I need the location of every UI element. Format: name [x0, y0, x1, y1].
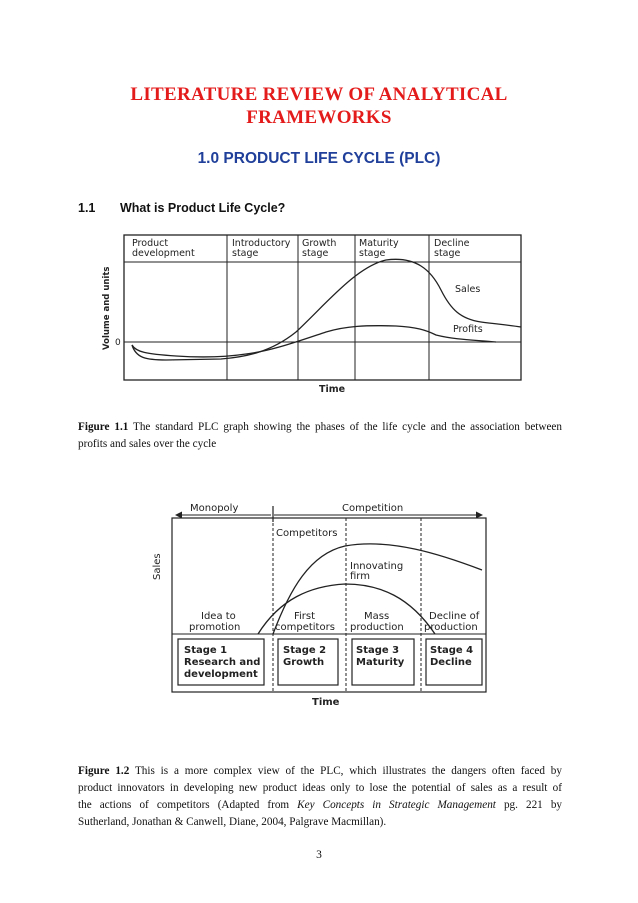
innovating-label: firm: [350, 571, 370, 582]
caption-label: Figure 1.2: [78, 765, 130, 777]
stage-box-label: development: [184, 669, 258, 680]
stage-label: Product: [132, 238, 169, 249]
monopoly-label: Monopoly: [190, 503, 239, 514]
stage-box-label: Research and: [184, 657, 261, 668]
stage-box-label: Stage 3: [356, 645, 400, 656]
stage-label: Growth: [302, 238, 337, 249]
phase-label: production: [350, 622, 404, 633]
sales-label: Sales: [455, 284, 481, 295]
book-title: Key Concepts in Strategic Management: [297, 799, 496, 811]
innovating-label: Innovating: [350, 561, 404, 572]
page-number: 3: [316, 849, 322, 861]
caption-label: Figure 1.1: [78, 421, 129, 433]
stage-label: stage: [232, 248, 259, 259]
caption-text: profits and sales over the cycle: [78, 438, 217, 450]
chapter-heading: 1.0 PRODUCT LIFE CYCLE (PLC): [197, 150, 441, 167]
figure-2-caption: [78, 763, 562, 831]
stage-label: stage: [359, 248, 386, 259]
caption-text: pg. 221 by: [495, 799, 563, 811]
y-axis-label: Volume and units: [102, 266, 112, 350]
caption-text: This is a more complex view of the PLC, which illustrates the dangers often faced by: [129, 765, 562, 777]
x-axis-label: Time: [312, 697, 340, 708]
phase-label: Decline of: [429, 611, 480, 622]
stage-label: Introductory: [232, 238, 291, 249]
zero-label: 0: [115, 338, 121, 348]
stage-box-label: Stage 4: [430, 645, 474, 656]
caption-text: product innovators in developing new product ideas only to lose the potential of sales as a result of: [78, 782, 562, 794]
stage-box-label: Stage 2: [283, 645, 327, 656]
phase-label: promotion: [189, 622, 241, 633]
phase-label: competitors: [275, 622, 335, 633]
caption-text: the actions of competitors (Adapted from: [78, 799, 298, 811]
sales-curve: [132, 259, 521, 360]
competitors-label: Competitors: [276, 528, 338, 539]
stage-label: development: [132, 248, 195, 259]
stage-box-label: Decline: [430, 657, 472, 668]
caption-text: The standard PLC graph showing the phases of the life cycle and the association between: [128, 421, 562, 433]
profits-label: Profits: [453, 324, 483, 335]
figure-2-plc-graph: [140, 494, 496, 709]
figure-1-caption: [78, 419, 562, 453]
y-axis-label: Sales: [152, 553, 163, 580]
phase-label: Idea to: [201, 611, 236, 622]
competition-label: Competition: [342, 503, 404, 514]
stage-box-label: Stage 1: [184, 645, 228, 656]
section-title: What is Product Life Cycle?: [120, 201, 286, 215]
stage-label: Maturity: [359, 238, 399, 249]
figure-1-plc-graph: [96, 232, 526, 397]
page-title-line-2: FRAMEWORKS: [246, 107, 392, 128]
x-axis-label: Time: [319, 384, 346, 395]
stage-label: stage: [434, 248, 461, 259]
page-title-line-1: LITERATURE REVIEW OF ANALYTICAL: [130, 84, 508, 105]
phase-label: production: [424, 622, 478, 633]
stage-box-label: Growth: [283, 657, 325, 668]
phase-label: First: [294, 611, 316, 622]
phase-label: Mass: [364, 611, 390, 622]
stage-box-label: Maturity: [356, 657, 405, 668]
section-number: 1.1: [78, 201, 96, 215]
stage-label: Decline: [434, 238, 470, 249]
caption-text: Sutherland, Jonathan & Canwell, Diane, 2004, Palgrave Macmillan).: [78, 816, 387, 828]
profits-curve: [132, 326, 496, 357]
stage-label: stage: [302, 248, 329, 259]
